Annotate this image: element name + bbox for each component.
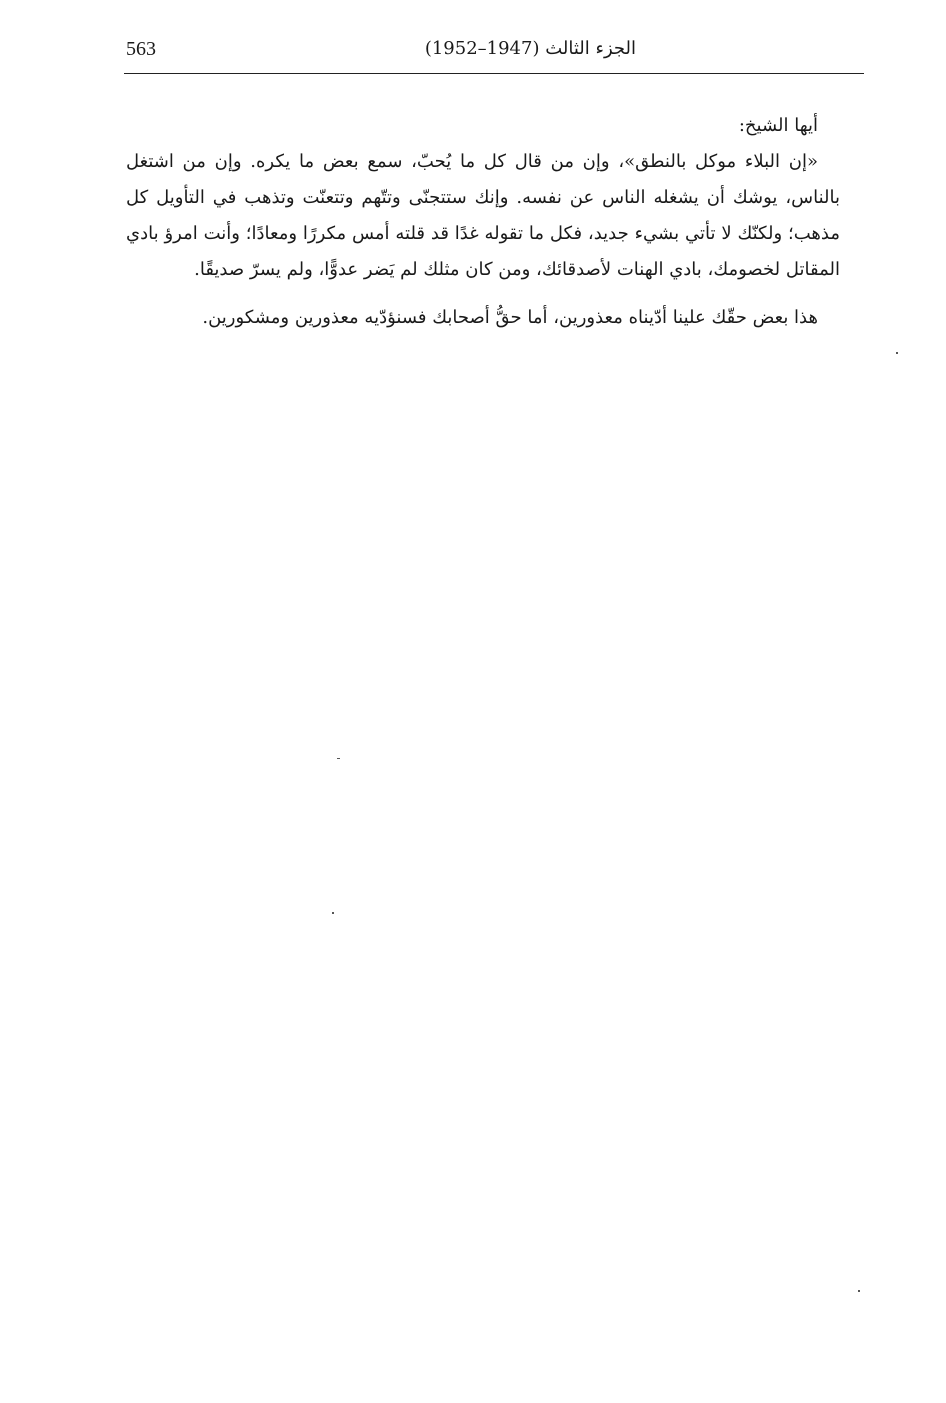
salutation: أيها الشيخ: [738, 115, 818, 136]
scan-speck [332, 912, 334, 914]
paragraph-2: هذا بعض حقّك علينا أدّيناه معذورين، أما حقُّ أصحابك فسنؤدّيه معذورين ومشكورين. [202, 307, 818, 328]
paragraph-1: «إن البلاء موكل بالنطق»، وإن من قال كل ما يُحبّ، سمع بعض ما يكره. وإن من اشتغل بالناس، يوشك أن يشغله الناس عن نفسه. وإنك ستتجنّى وتتّهم وتتعنّت وتذهب في التأويل كل مذهب؛ ولكنّك لا تأتي بشيء جديد، فكل ما تقوله غدًا قد قلته أمس مكررًا ومعادًا؛ وأنت امرؤ بادي المقاتل لخصومك، بادي الهنات لأصدقائك، ومن كان مثلك لم يَضر عدوًّا، ولم يسرّ صديقًا. [126, 151, 840, 280]
body-text [126, 108, 840, 336]
header-rule [124, 73, 864, 74]
page-number: 563 [126, 38, 156, 60]
scan-speck [337, 758, 340, 759]
scan-speck [858, 1290, 860, 1292]
scan-speck [896, 352, 898, 354]
running-head: الجزء الثالث (1947–1952) [424, 38, 636, 59]
page-header [126, 36, 864, 72]
